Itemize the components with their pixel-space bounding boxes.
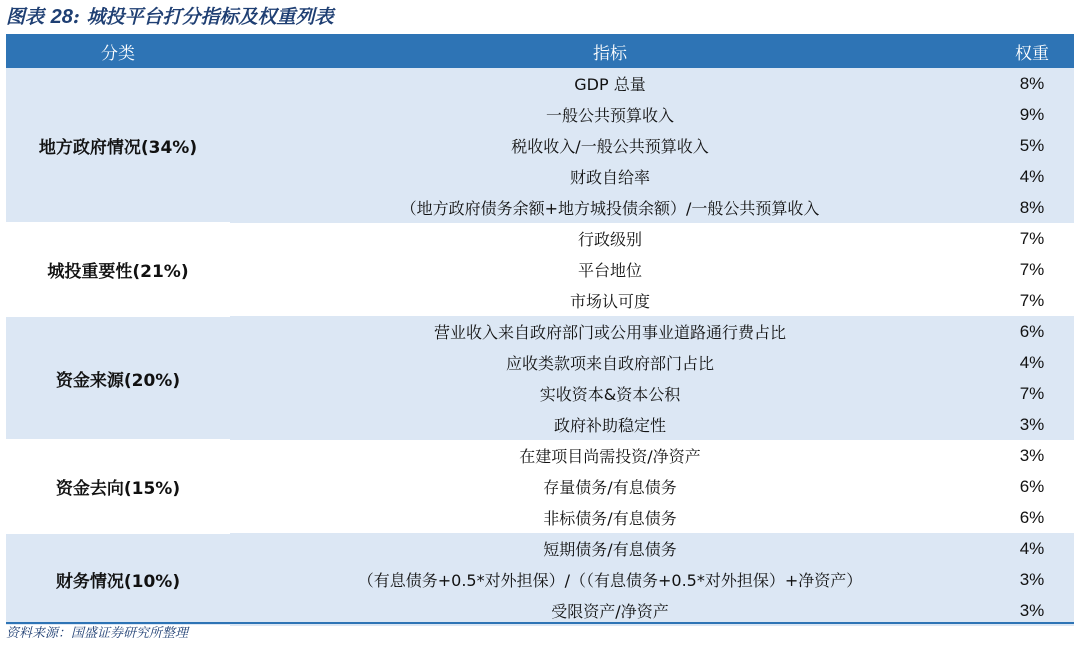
weight-cell: 4% bbox=[990, 347, 1074, 378]
category-cell: 城投重要性(21%) bbox=[6, 223, 230, 316]
table-row bbox=[6, 223, 1074, 254]
weight-cell: 8% bbox=[990, 68, 1074, 99]
indicator-cell: 行政级别 bbox=[577, 230, 642, 249]
indicator-cell: 平台地位 bbox=[577, 261, 642, 280]
indicator-cell: 受限资产/净资产 bbox=[230, 595, 990, 626]
table-row bbox=[6, 533, 1074, 564]
indicator-cell: 非标债务/有息债务 bbox=[543, 509, 677, 528]
weight-cell: 7% bbox=[1019, 259, 1045, 279]
weight-cell: 4% bbox=[990, 533, 1074, 564]
indicator-cell: GDP 总量 bbox=[230, 68, 990, 99]
indicator-cell: 财政自给率 bbox=[230, 161, 990, 192]
indicator-cell: （地方政府债务余额+地方城投债余额）/一般公共预算收入 bbox=[230, 192, 990, 223]
table-row bbox=[6, 68, 1074, 99]
indicator-cell: 市场认可度 bbox=[569, 292, 650, 311]
indicator-cell: 实收资本&资本公积 bbox=[230, 378, 990, 409]
indicator-cell: 一般公共预算收入 bbox=[230, 99, 990, 130]
weight-cell: 7% bbox=[990, 378, 1074, 409]
indicator-cell: 存量债务/有息债务 bbox=[543, 478, 677, 497]
figure-title bbox=[6, 4, 334, 30]
weight-cell: 3% bbox=[990, 564, 1074, 595]
weight-cell: 7% bbox=[1019, 228, 1045, 248]
weight-cell: 6% bbox=[990, 316, 1074, 347]
weight-cell: 3% bbox=[990, 409, 1074, 440]
indicator-cell: 税收收入/一般公共预算收入 bbox=[230, 130, 990, 161]
indicator-cell: 应收类款项来自政府部门占比 bbox=[230, 347, 990, 378]
weight-cell: 5% bbox=[990, 130, 1074, 161]
weight-cell: 6% bbox=[1019, 476, 1045, 496]
table-header bbox=[6, 34, 1074, 68]
weight-cell: 8% bbox=[990, 192, 1074, 223]
header-indicator: 指标 bbox=[230, 34, 990, 68]
table-row bbox=[6, 440, 1074, 471]
table-body bbox=[6, 68, 1074, 626]
category-cell: 资金来源(20%) bbox=[6, 316, 230, 440]
weight-cell: 9% bbox=[990, 99, 1074, 130]
indicator-cell: 营业收入来自政府部门或公用事业道路通行费占比 bbox=[230, 316, 990, 347]
category-cell: 地方政府情况(34%) bbox=[6, 68, 230, 223]
figure-number: 28 bbox=[50, 6, 73, 28]
indicator-cell: 政府补助稳定性 bbox=[230, 409, 990, 440]
scoring-table bbox=[6, 34, 1074, 627]
category-cell: 财务情况(10%) bbox=[6, 533, 230, 626]
weight-cell: 7% bbox=[1019, 290, 1045, 310]
header-weight: 权重 bbox=[990, 34, 1074, 68]
weight-cell: 3% bbox=[990, 595, 1074, 626]
indicator-cell: （有息债务+0.5*对外担保）/（（有息债务+0.5*对外担保）+净资产） bbox=[230, 564, 990, 595]
table-row bbox=[6, 316, 1074, 347]
header-category: 分类 bbox=[6, 34, 230, 68]
weight-cell: 6% bbox=[1019, 507, 1045, 527]
figure-label: 图表 bbox=[6, 6, 51, 28]
weight-cell: 3% bbox=[1019, 445, 1045, 465]
indicator-cell: 短期债务/有息债务 bbox=[230, 533, 990, 564]
weight-cell: 4% bbox=[990, 161, 1074, 192]
figure-title-text: : 城投平台打分指标及权重列表 bbox=[72, 6, 334, 28]
source-note: 资料来源：国盛证券研究所整理 bbox=[6, 626, 189, 641]
indicator-cell: 在建项目尚需投资/净资产 bbox=[519, 447, 701, 466]
category-cell: 资金去向(15%) bbox=[6, 440, 230, 533]
